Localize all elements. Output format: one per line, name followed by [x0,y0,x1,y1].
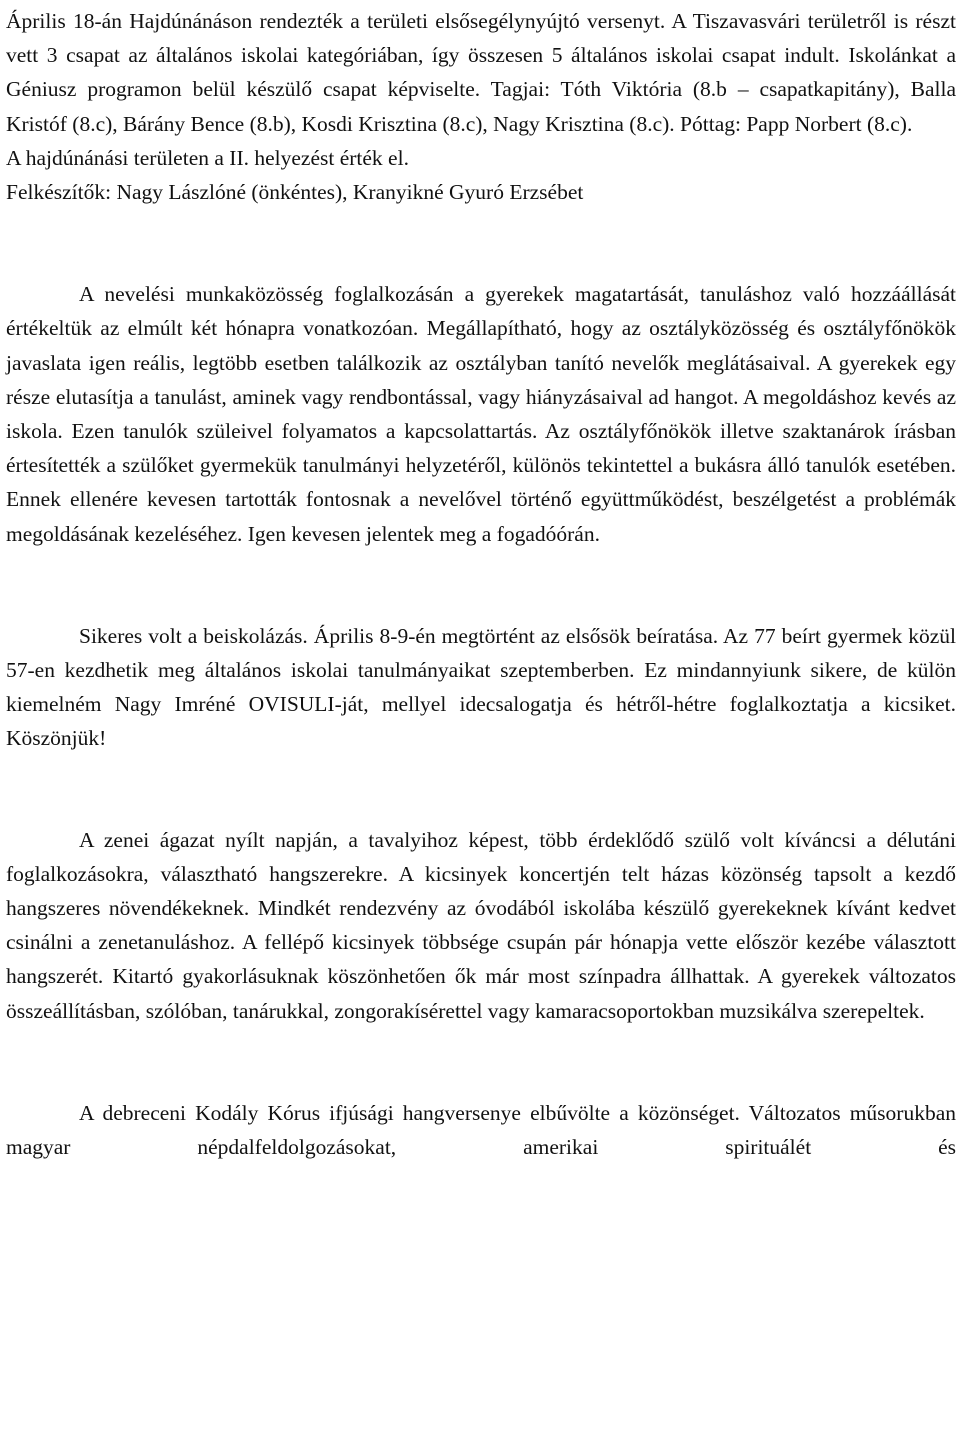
paragraph-gap [6,551,956,619]
paragraph-gap [6,756,956,823]
paragraph-text: A nevelési munkaközösség foglalkozásán a gyerekek magatartását, tanuláshoz való hozzáállását értékeltük az elmúlt két hónapra vonatkozóan. Megállapítható, hogy az osztályközösség és osztályfőnökök javaslata igen reális, legtöbb esetben találkozik az osztályban tanító nevelők meglátásaival. A gyerekek egy része elutasítja a tanulást, aminek vagy rendbontással, vagy hiányzásaival ad hangot. A megoldáshoz kevés az iskola. Ezen tanulók szüleivel folyamatos a kapcsolattartás. Az osztályfőnökök illetve szaktanárok írásban értesítették a szülőket gyermekük tanulmányi helyzetéről, különös tekintettel a bukásra álló tanulók esetében. Ennek ellenére kevesen tartották fontosnak a nevelővel történő együttműködést, beszélgetést a problémák megoldásának kezeléséhez. Igen kevesen jelentek meg a fogadóórán. [6,282,956,546]
paragraph-gap [6,209,956,277]
paragraph-text: Április 18-án Hajdúnánáson rendezték a területi elsősegélynyújtó versenyt. A Tiszavasvári területről is részt vett 3 csapat az általános iskolai kategóriában, így összesen 5 általános iskolai csapat indult. Iskolánkat a Géniusz programon belül készülő csapat képviselte. Tagjai: Tóth Viktória (8.b – csapatkapitány), Balla Kristóf (8.c), Bárány Bence (8.b), Kosdi Krisztina (8.c), Nagy Krisztina (8.c). Póttag: Papp Norbert (8.c). [6,9,956,136]
competition-result: A hajdúnánási területen a II. helyezést érték el. [6,145,409,170]
paragraph-kodaly [6,1096,956,1164]
paragraph-behaviour [6,277,956,551]
paragraph-text: A debreceni Kodály Kórus ifjúsági hangversenye elbűvölte a közönséget. Változatos műsorukban magyar népdalfeldolgozásokat, amerikai spirituálét és [6,1100,956,1160]
paragraph-text: A zenei ágazat nyílt napján, a tavalyihoz képest, több érdeklődő szülő volt kíváncsi a délutáni foglalkozásokra, választható hangszerekre. A kicsinyek koncertjén telt házas közönség tapsolt a kezdő hangszeres növendékeknek. Mindkét rendezvény az óvodából iskolába készülő gyerekeknek kívánt kedvet csinálni a zenetanuláshoz. A fellépő kicsinyek többsége csupán pár hónapja vette először kezébe választott hangszerét. Kitartó gyakorlásuknak köszönhetően ők már most színpadra állhattak. A gyerekek változatos összeállításban, szólóban, tanárukkal, zongorakísérettel vagy kamaracsoportokban muzsikálva szerepeltek. [6,827,956,1023]
paragraph-competition [6,4,956,209]
document-page [6,4,956,1164]
paragraph-enrolment [6,619,956,756]
paragraph-gap [6,1028,956,1096]
paragraph-text: Sikeres volt a beiskolázás. Április 8-9-én megtörtént az elsősök beíratása. Az 77 beírt gyermek közül 57-en kezdhetik meg általános iskolai tanulmányaikat szeptemberben. Ez mindannyiunk sikere, de külön kiemelném Nagy Imréné OVISULI-ját, mellyel idecsalogatja és hétről-hétre foglalkoztatja a kicsiket. Köszönjük! [6,623,956,751]
paragraph-music [6,823,956,1028]
competition-trainers: Felkészítők: Nagy Lászlóné (önkéntes), Kranyikné Gyuró Erzsébet [6,180,584,205]
